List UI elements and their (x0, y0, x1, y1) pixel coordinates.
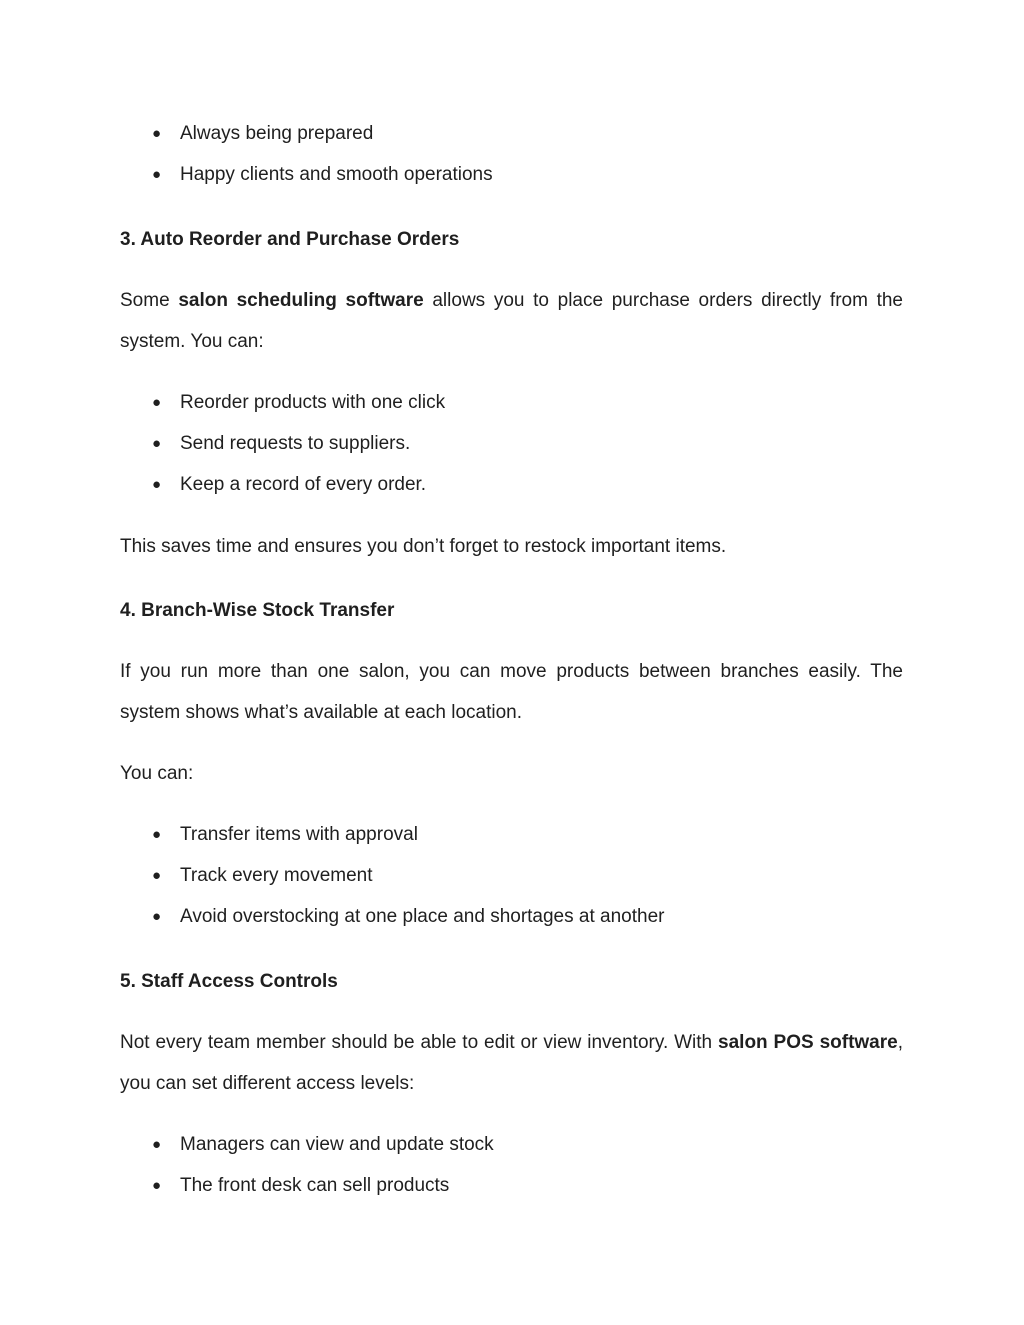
section-heading-3: 3. Auto Reorder and Purchase Orders (120, 229, 460, 250)
bullet-icon: ● (152, 826, 162, 843)
section3-paragraph-text-end: allows you to place purchase orders directly from the system. You can: (120, 290, 904, 352)
section5-paragraph-text-end: , you can set different access levels: (120, 1032, 903, 1094)
bullet-icon: ● (152, 394, 162, 411)
list-item-text: Avoid overstocking at one place and shortages at another (180, 906, 665, 927)
bullet-icon: ● (152, 166, 162, 183)
section4-lead-in: You can: (120, 763, 194, 784)
list-item-text: The front desk can sell products (180, 1175, 450, 1196)
section5-paragraph-text-start: Not every team member should be able to edit or view inventory. With (120, 1032, 719, 1053)
list-item-text: Track every movement (180, 865, 373, 886)
list-item (120, 423, 903, 464)
section-heading-4: 4. Branch-Wise Stock Transfer (120, 600, 395, 621)
list-item-text: Transfer items with approval (180, 824, 418, 845)
section3-paragraph-text-start: Some (120, 290, 179, 311)
bullet-icon: ● (152, 476, 162, 493)
section4-bullet-list (120, 814, 903, 937)
list-item (120, 154, 903, 195)
section5-paragraph (120, 1022, 903, 1104)
intro-bullet-list (120, 113, 903, 195)
section-heading-5: 5. Staff Access Controls (120, 971, 338, 992)
bullet-icon: ● (152, 908, 162, 925)
bullet-icon: ● (152, 867, 162, 884)
section3-paragraph-bold-term: salon scheduling software (178, 290, 424, 311)
list-item (120, 113, 903, 154)
list-item-text: Always being prepared (180, 123, 374, 144)
section5-bullet-list (120, 1124, 903, 1206)
section5-paragraph-bold-term: salon POS software (718, 1032, 898, 1053)
list-item (120, 382, 903, 423)
list-item-text: Happy clients and smooth operations (180, 164, 493, 185)
section3-paragraph (120, 280, 903, 362)
bullet-icon: ● (152, 1136, 162, 1153)
section3-closing-paragraph: This saves time and ensures you don’t forget to restock important items. (120, 536, 727, 557)
list-item (120, 1165, 903, 1206)
list-item-text: Keep a record of every order. (180, 474, 427, 495)
section4-paragraph: If you run more than one salon, you can move products between branches easily. The system shows what’s available at each location. (120, 661, 903, 723)
bullet-icon: ● (152, 435, 162, 452)
list-item-text: Send requests to suppliers. (180, 433, 411, 454)
list-item (120, 464, 903, 505)
list-item (120, 1124, 903, 1165)
list-item-text: Managers can view and update stock (180, 1134, 494, 1155)
list-item (120, 814, 903, 855)
bullet-icon: ● (152, 125, 162, 142)
list-item (120, 896, 903, 937)
list-item (120, 855, 903, 896)
section3-bullet-list (120, 382, 903, 505)
bullet-icon: ● (152, 1177, 162, 1194)
list-item-text: Reorder products with one click (180, 392, 446, 413)
